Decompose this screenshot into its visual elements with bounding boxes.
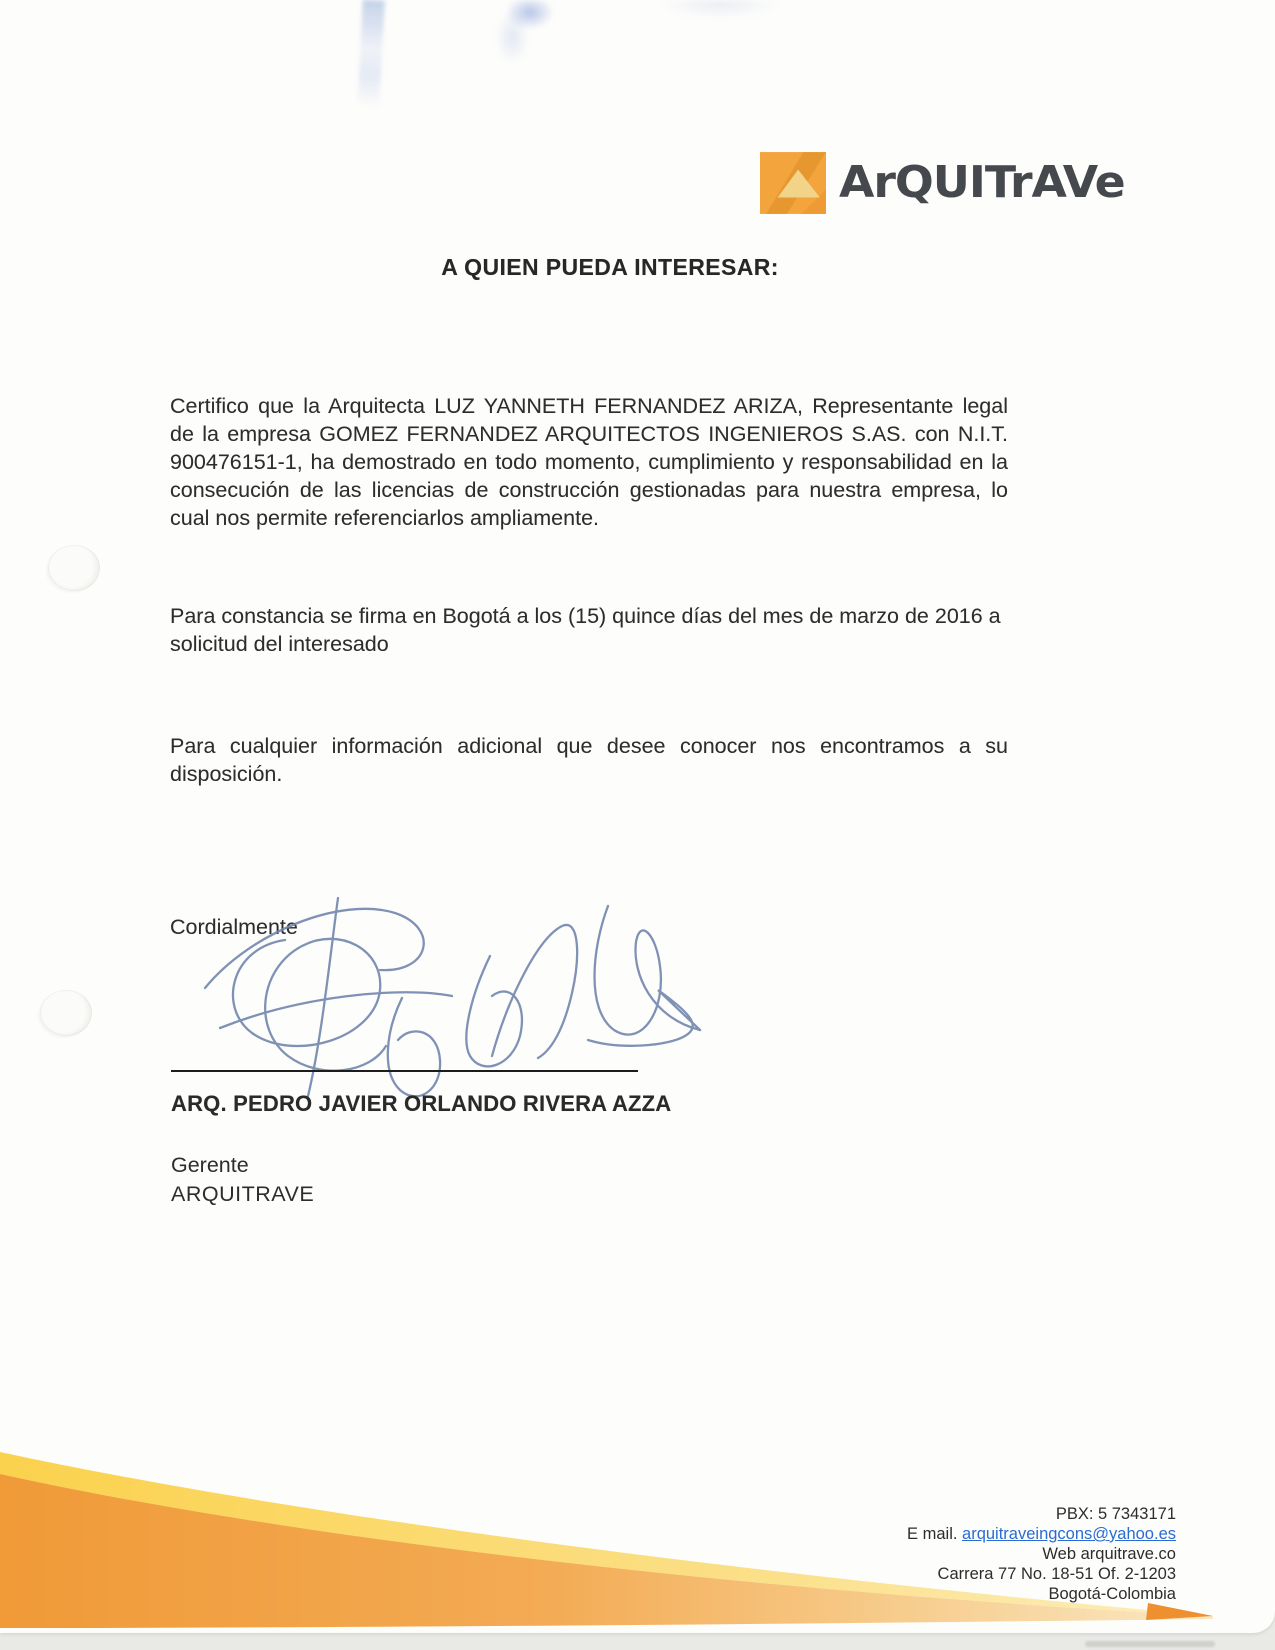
signer-name: ARQ. PEDRO JAVIER ORLANDO RIVERA AZZA [171,1091,672,1116]
footer-email-label: E mail. [907,1525,963,1543]
signer-role: Gerente [171,1153,249,1177]
company-logo [760,152,1125,214]
paragraph-contact: Para cualquier información adicional que desee conocer nos encontramos a su disposición. [170,733,1008,786]
scan-smudge [495,0,553,62]
logo-wordmark: ArQUITrAVe [839,157,1125,208]
footer-email-link[interactable]: arquitraveingcons@yahoo.es [962,1525,1176,1543]
page-edge-shadow [1085,1641,1215,1647]
punch-hole [40,990,92,1036]
letter-heading: A QUIEN PUEDA INTERESAR: [441,254,779,280]
signer-company: ARQUITRAVE [171,1182,315,1206]
footer-city: Bogotá-Colombia [1048,1585,1176,1603]
logo-mark-icon [760,152,826,214]
scan-smudge [357,0,385,109]
footer-web: Web arquitrave.co [1042,1545,1176,1563]
paragraph-date: Para constancia se firma en Bogotá a los (15) quince días del mes de marzo de 2016 a solicitud del interesado [170,603,1001,656]
footer-contact-block [907,1504,1176,1604]
footer-pbx: PBX: 5 7343171 [1055,1505,1176,1523]
scan-smudge [660,0,780,40]
footer-address: Carrera 77 No. 18-51 Of. 2-1203 [937,1565,1176,1583]
paragraph-certification: Certifico que la Arquitecta LUZ YANNETH FERNANDEZ ARIZA, Representante legal de la empresa GOMEZ FERNANDEZ ARQUITECTOS INGENIEROS S.AS. con N.I.T. 900476151-1, ha demostrado en todo momento, cumplimiento y responsabilidad en la consecución de las licencias de construcción gestionadas para nuestra empresa, lo cual nos permite referenciarlos ampliamente. [170,393,1008,530]
punch-hole [48,545,100,591]
signature-line [171,1070,638,1072]
footer-email-line [907,1524,1176,1544]
closing-salutation: Cordialmente [170,914,298,939]
